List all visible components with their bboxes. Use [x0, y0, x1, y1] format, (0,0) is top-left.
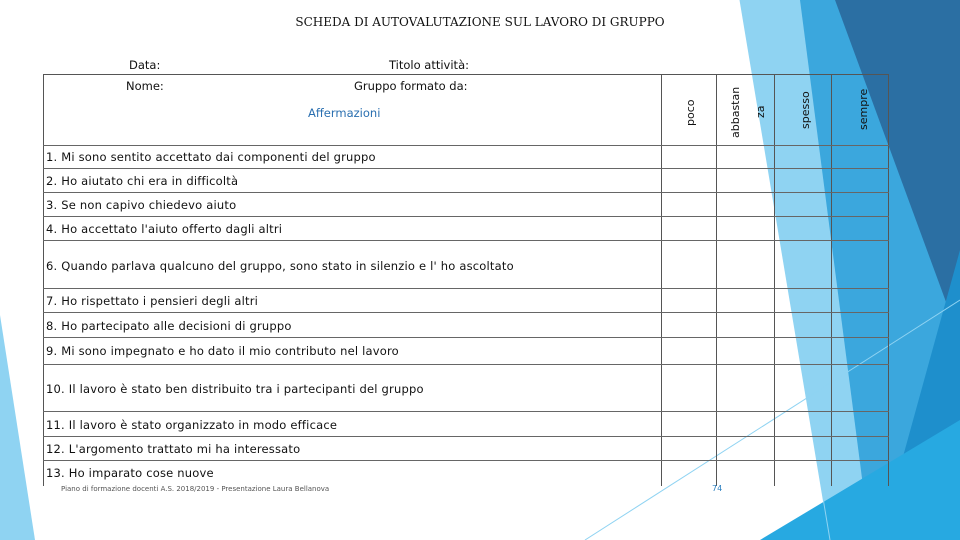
- column-divider-za: [774, 74, 775, 486]
- data-label: Data:: [129, 58, 161, 72]
- affermazioni-header: Affermazioni: [308, 106, 381, 120]
- statement-row: 6. Quando parlava qualcuno del gruppo, sono stato in silenzio e l' ho ascoltato: [46, 259, 514, 273]
- column-divider-abbastanza: [716, 74, 717, 486]
- row-divider: [43, 436, 889, 437]
- column-divider-spesso: [831, 74, 832, 486]
- row-divider: [43, 460, 889, 461]
- statement-row: 1. Mi sono sentito accettato dai componenti del gruppo: [46, 150, 376, 164]
- page-number: 74: [712, 484, 723, 493]
- left-accent-shape: [0, 315, 35, 540]
- row-divider: [43, 145, 889, 146]
- statement-row: 4. Ho accettato l'aiuto offerto dagli altri: [46, 222, 283, 236]
- column-header-sempre: sempre: [857, 88, 870, 130]
- column-divider-poco: [661, 74, 662, 486]
- footer-text: Piano di formazione docenti A.S. 2018/2019 - Presentazione Laura Bellanova: [61, 485, 330, 493]
- statement-row: 10. Il lavoro è stato ben distribuito tra i partecipanti del gruppo: [46, 382, 424, 396]
- column-header-poco: poco: [684, 99, 697, 126]
- row-divider: [43, 411, 889, 412]
- evaluation-table: [43, 74, 889, 486]
- row-divider: [43, 216, 889, 217]
- statement-row: 12. L'argomento trattato mi ha interessato: [46, 442, 301, 456]
- statement-row: 7. Ho rispettato i pensieri degli altri: [46, 294, 259, 308]
- row-divider: [43, 168, 889, 169]
- page-title: SCHEDA DI AUTOVALUTAZIONE SUL LAVORO DI GRUPPO: [295, 15, 665, 29]
- statement-row: 3. Se non capivo chiedevo aiuto: [46, 198, 237, 212]
- titolo-label: Titolo attività:: [389, 58, 469, 72]
- statement-row: 11. Il lavoro è stato organizzato in modo efficace: [46, 418, 338, 432]
- table-border-left: [43, 74, 44, 486]
- row-divider: [43, 192, 889, 193]
- statement-row: 2. Ho aiutato chi era in difficoltà: [46, 174, 239, 188]
- statement-row: 9. Mi sono impegnato e ho dato il mio contributo nel lavoro: [46, 344, 399, 358]
- table-border-right: [888, 74, 889, 486]
- row-divider: [43, 337, 889, 338]
- column-header-spesso: spesso: [799, 91, 812, 129]
- statement-row: 8. Ho partecipato alle decisioni di gruppo: [46, 319, 292, 333]
- statement-row: 13. Ho imparato cose nuove: [46, 466, 214, 480]
- row-divider: [43, 240, 889, 241]
- column-header-za: za: [754, 105, 767, 118]
- row-divider: [43, 312, 889, 313]
- column-header-abbastan: abbastan: [729, 86, 742, 138]
- row-divider: [43, 364, 889, 365]
- table-border-top: [43, 74, 889, 75]
- nome-label: Nome:: [126, 79, 164, 93]
- gruppo-label: Gruppo formato da:: [354, 79, 468, 93]
- row-divider: [43, 288, 889, 289]
